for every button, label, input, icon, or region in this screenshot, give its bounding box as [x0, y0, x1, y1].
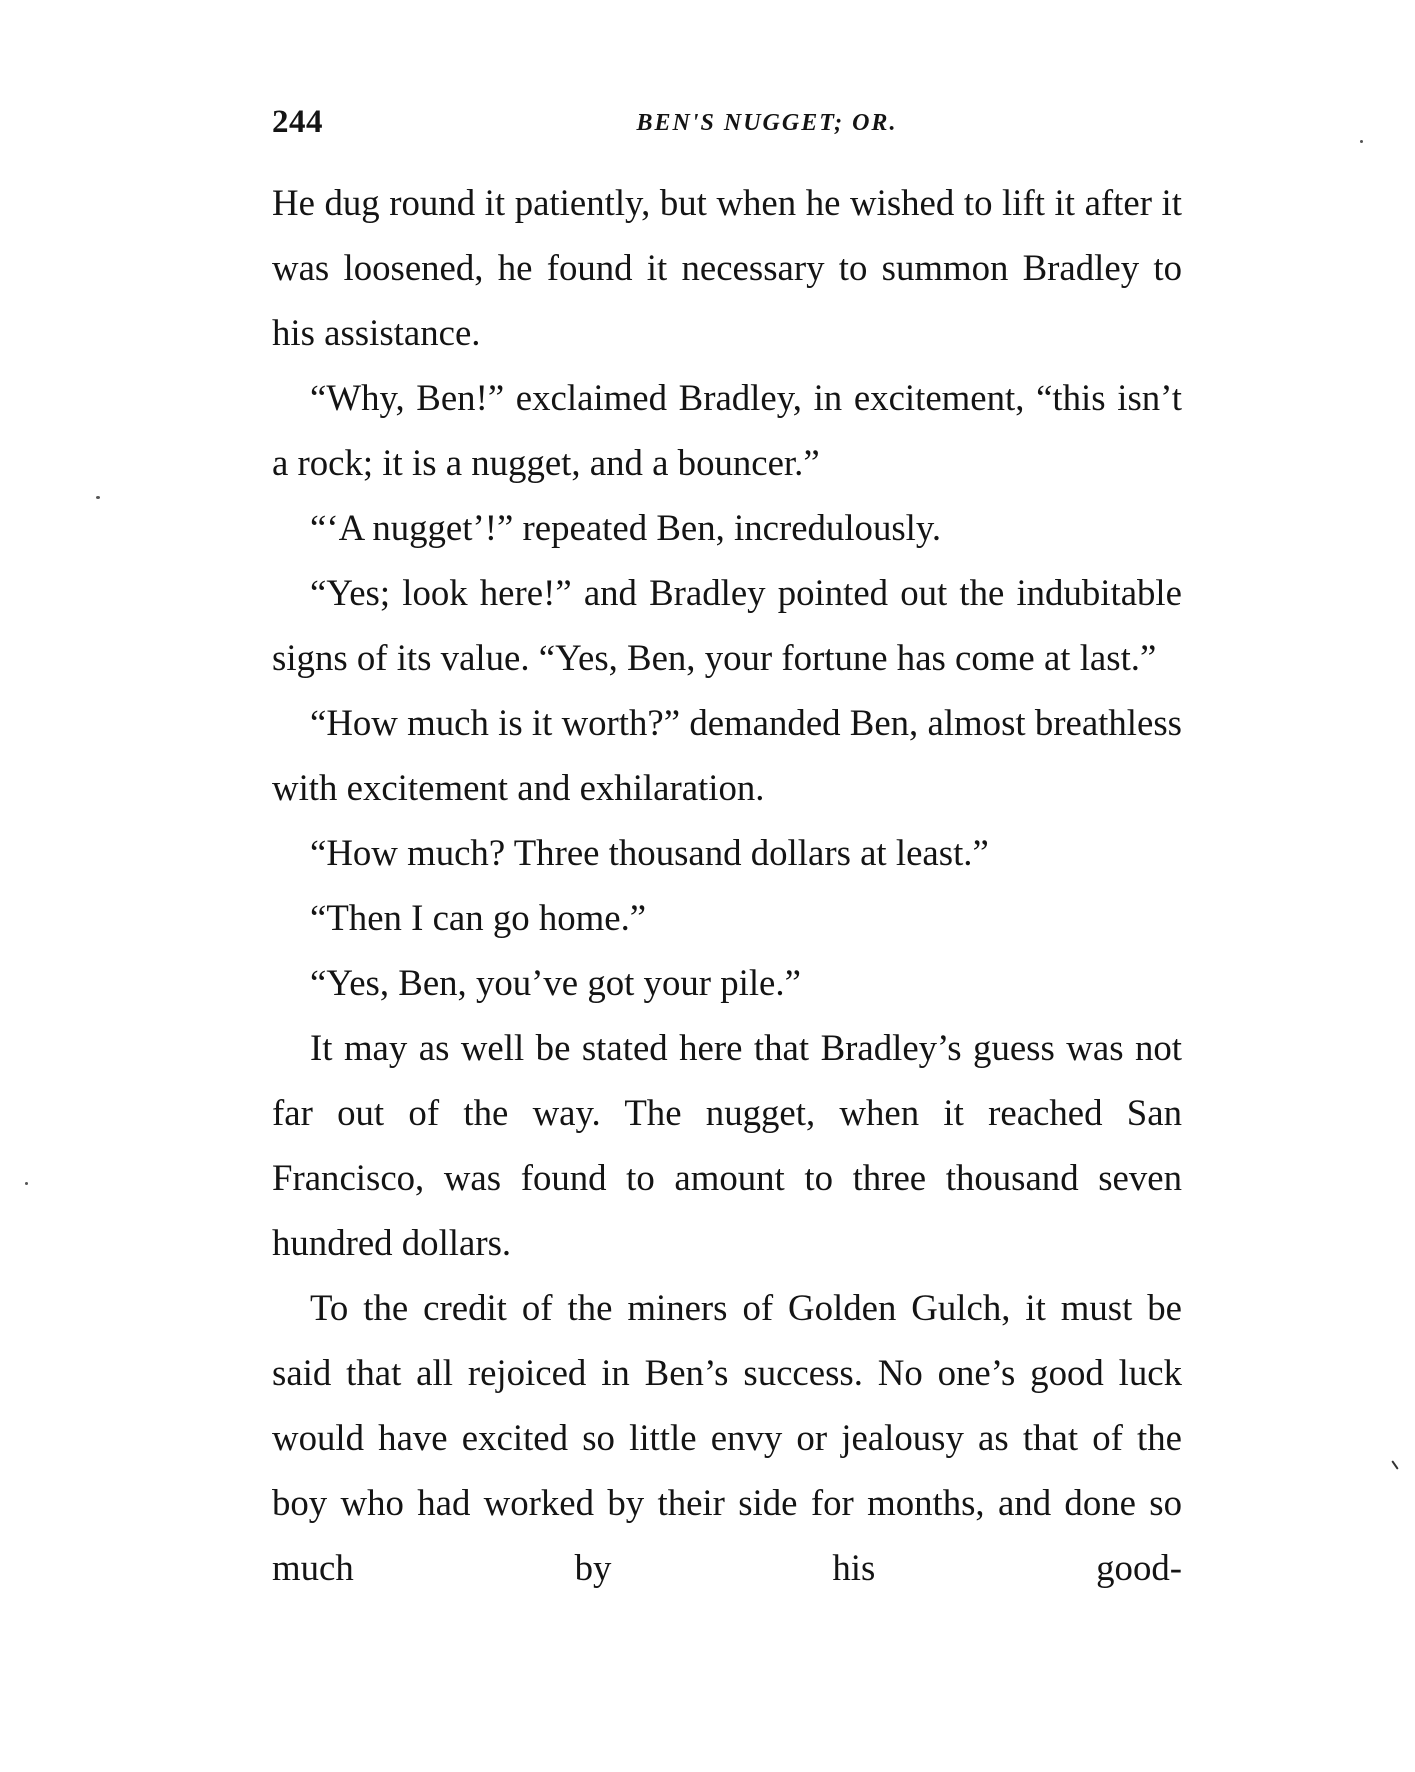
book-page	[272, 100, 1182, 1600]
scan-speck	[1391, 1460, 1398, 1469]
paragraph-2: “Why, Ben!” exclaimed Bradley, in excitement, “this isn’t a rock; it is a nugget, and a bouncer.”	[272, 377, 1182, 483]
paragraph-8: “Yes, Ben, you’ve got your pile.”	[310, 962, 801, 1003]
scan-speck	[96, 496, 100, 499]
paragraph-9: It may as well be stated here that Bradley’s guess was not far out of the way. The nugget, when it reached San Francisco, was found to amount to three thousand seven hundred dollars.	[272, 1027, 1182, 1263]
paragraph-1: He dug round it patiently, but when he wished to lift it after it was loosened, he found it necessary to summon Bradley to his assistance.	[272, 182, 1182, 353]
paragraph-6: “How much? Three thousand dollars at least.”	[310, 832, 989, 873]
scan-speck	[25, 1182, 28, 1185]
page-number: 244	[272, 104, 323, 140]
paragraph-7: “Then I can go home.”	[310, 897, 647, 938]
page-header	[272, 100, 1182, 140]
paragraph-5: “How much is it worth?” demanded Ben, almost breathless with excitement and exhilaration.	[272, 702, 1182, 808]
paragraph-3: “‘A nugget’!” repeated Ben, incredulously.	[310, 507, 942, 548]
body-text	[272, 170, 1182, 1600]
scan-speck	[1360, 140, 1363, 143]
running-title: BEN'S NUGGET; OR.	[636, 110, 898, 136]
paragraph-4: “Yes; look here!” and Bradley pointed out the indubitable signs of its value. “Yes, Ben, your fortune has come at last.”	[272, 572, 1182, 678]
paragraph-10: To the credit of the miners of Golden Gulch, it must be said that all rejoiced in Ben’s success. No one’s good luck would have excited so little envy or jealousy as that of the boy who had worked by their side for months, and done so much by his good-	[272, 1287, 1182, 1588]
